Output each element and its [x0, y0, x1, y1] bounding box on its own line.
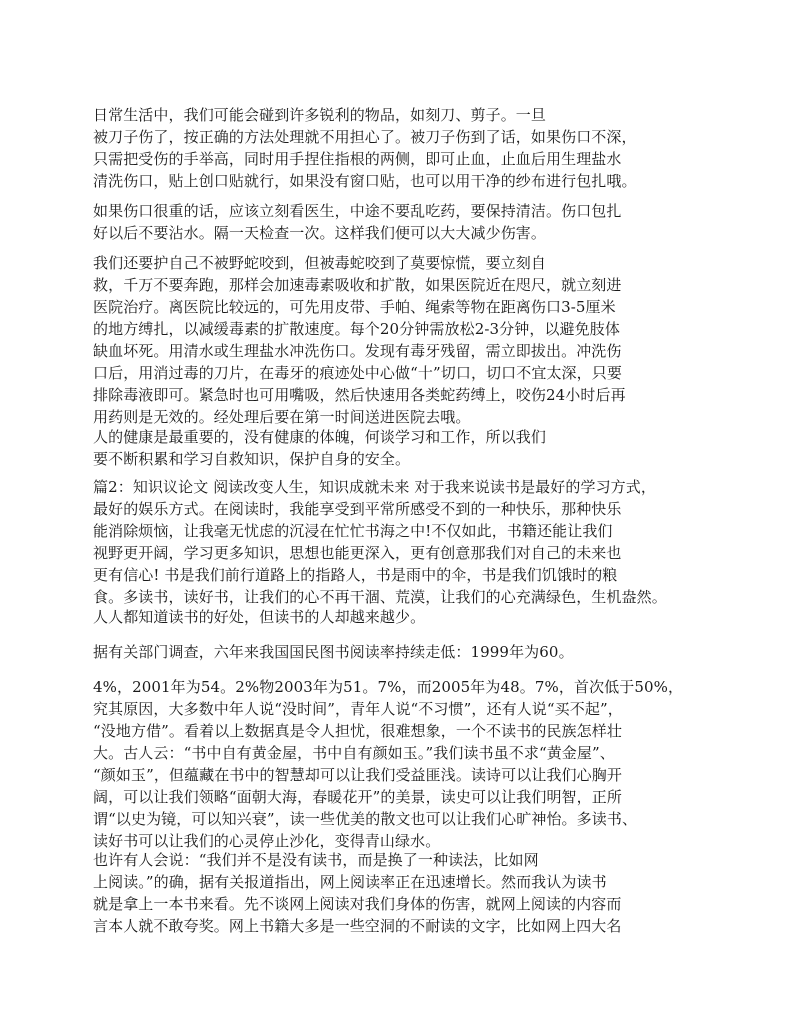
text-line: 排除毒液即可。紧急时也可用嘴吸，然后快速用各类蛇药缚上，咬伤24小时后再: [93, 386, 626, 404]
text-line: “没地方借”。看着以上数据真是令人担忧，很难想象，一个不读书的民族怎样壮: [93, 722, 622, 740]
text-line: 4%，2001年为54。2%物2003年为51。7%，而2005年为48。7%，首次低于50%，: [93, 678, 684, 696]
text-line: 救，千万不要奔跑，那样会加速毒素吸收和扩散，如果医院近在咫尺，就立刻进: [93, 276, 622, 294]
text-line: 也许有人会说：“我们并不是没有读书，而是换了一种读法，比如网: [93, 851, 539, 869]
text-line: 究其原因，大多数中年人说“没时间”，青年人说“不习惯”，还有人说“买不起”，: [93, 700, 623, 718]
text-line: 谓“以史为镜，可以知兴衰”，读一些优美的散文也可以让我们心旷神怡。多读书、: [93, 810, 638, 828]
text-line: 大。古人云：“书中自有黄金屋，书中自有颜如玉。”我们读书虽不求“黄金屋”、: [93, 744, 615, 762]
text-line: 清洗伤口，贴上创口贴就行，如果没有窗口贴，也可以用干净的纱布进行包扎哦。: [93, 172, 637, 190]
text-line: 篇2：知识议论文 阅读改变人生，知识成就未来 对于我来说读书是最好的学习方式，: [93, 478, 656, 496]
paragraph-online-reading: [93, 849, 733, 937]
text-line: 日常生活中，我们可能会碰到许多锐利的物品，如刻刀、剪子。一旦: [93, 106, 547, 124]
paragraph-survey: [93, 641, 733, 663]
text-line: 只需把受伤的手举高，同时用手捏住指根的两侧，即可止血，止血后用生理盐水: [93, 150, 622, 168]
text-line: 被刀子伤了，按正确的方法处理就不用担心了。被刀子伤到了话，如果伤口不深，: [93, 128, 637, 146]
text-line: 就是拿上一本书来看。先不谈网上阅读对我们身体的伤害，就网上阅读的内容而: [93, 895, 622, 913]
text-line: 更有信心! 书是我们前行道路上的指路人，书是雨中的伞，书是我们饥饿时的粮: [93, 566, 618, 584]
text-line: 好以后不要沾水。隔一天检查一次。这样我们便可以大大减少伤害。: [93, 224, 547, 242]
paragraph-reading-decline: [93, 606, 733, 628]
text-line: 视野更开阔，学习更多知识，思想也能更深入，更有创意那我们对自己的未来也: [93, 544, 622, 562]
text-line: 最好的娱乐方式。在阅读时，我能享受到平常所感受不到的一种快乐，那种快乐: [93, 500, 622, 518]
text-line: 我们还要护自己不被野蛇咬到，但被毒蛇咬到了莫要惊慌，要立刻自: [93, 254, 547, 272]
text-line: 读好书可以让我们的心灵停止沙化，变得青山绿水。: [93, 832, 441, 850]
text-line: 用药则是无效的。经处理后要在第一时间送进医院去哦。: [93, 408, 471, 426]
text-line: 要不断积累和学习自救知识，保护自身的安全。: [93, 450, 411, 468]
text-line: 缺血坏死。用清水或生理盐水冲洗伤口。发现有毒牙残留，需立即拔出。冲洗伤: [93, 342, 622, 360]
text-line: 据有关部门调查，六年来我国国民图书阅读率持续走低：1999年为60。: [93, 643, 574, 661]
paragraph-cut-injury: [93, 104, 733, 192]
text-line: 的地方缚扎，以减缓毒素的扩散速度。每个20分钟需放松2-3分钟，以避免肢体: [93, 320, 620, 338]
paragraph-statistics: [93, 676, 733, 852]
paragraph-health: [93, 426, 733, 470]
text-line: 阔，可以让我们领略“面朝大海，春暖花开”的美景，读史可以让我们明智，正所: [93, 788, 622, 806]
text-line: 人人都知道读书的好处，但读书的人却越来越少。: [93, 608, 426, 626]
text-line: 人的健康是最重要的，没有健康的体魄，何谈学习和工作，所以我们: [93, 428, 547, 446]
text-line: 言本人就不敢夸奖。网上书籍大多是一些空洞的不耐读的文字，比如网上四大名: [93, 917, 622, 935]
paragraph-snake-bite: [93, 252, 733, 428]
text-line: 能消除烦恼，让我毫无忧虑的沉浸在忙忙书海之中!不仅如此，书籍还能让我们: [93, 522, 613, 540]
text-line: 如果伤口很重的话，应该立刻看医生，中途不要乱吃药，要保持清洁。伤口包扎: [93, 202, 622, 220]
text-line: 食。多读书，读好书，让我们的心不再干涸、荒漠，让我们的心充满绿色，生机盎然。: [93, 588, 667, 606]
text-line: 医院治疗。离医院比较远的，可先用皮带、手帕、绳索等物在距离伤口3-5厘米: [93, 298, 616, 316]
paragraph-essay-2-intro: [93, 476, 733, 608]
text-line: 口后，用消过毒的刀片，在毒牙的痕迹处中心做“十”切口，切口不宜太深，只要: [93, 364, 622, 382]
text-line: “颜如玉”，但蕴藏在书中的智慧却可以让我们受益匪浅。读诗可以让我们心胸开: [93, 766, 622, 784]
paragraph-serious-wound: [93, 200, 733, 244]
text-line: 上阅读。”的确，据有关报道指出，网上阅读率正在迅速增长。然而我认为读书: [93, 873, 607, 891]
